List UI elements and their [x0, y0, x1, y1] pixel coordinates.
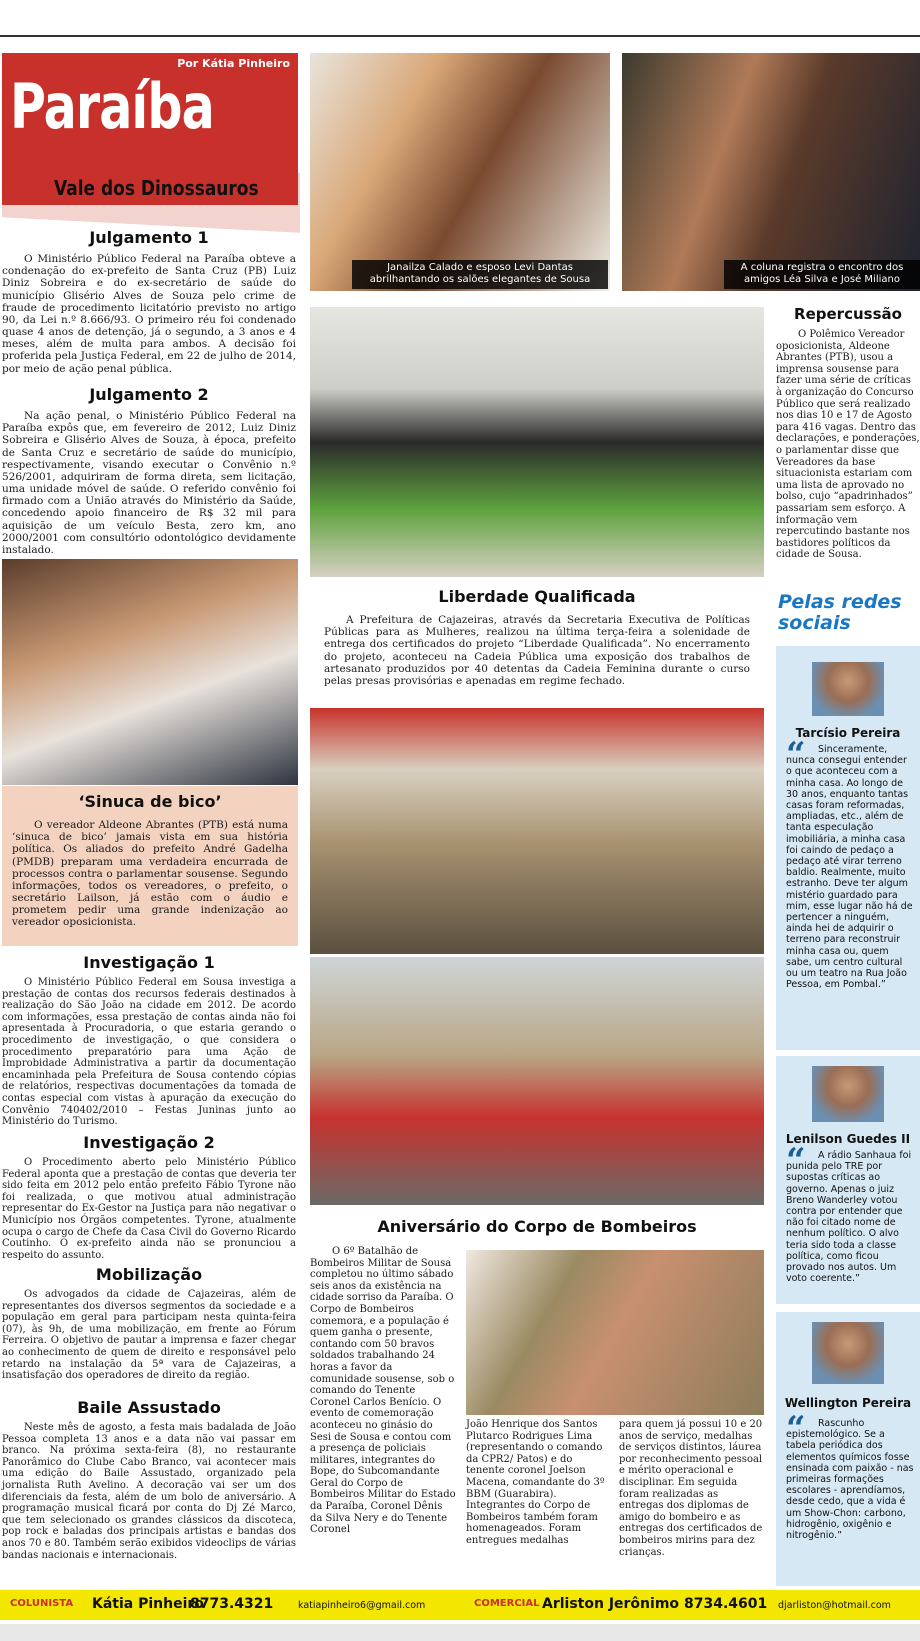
- article-title: ‘Sinuca de bico’: [78, 792, 222, 811]
- article-body: O Polêmico Vereador oposicionista, Aldeone Abrantes (PTB), usou a imprensa sousense para fazer uma série de críticas à organização do Concurso Público que será realizado nos dias 10 e 17 de Agosto para 416 vagas. Dentro das declarações, e ponderações, o parlamentar disse que Vereadores da base situacionista estariam com uma lista de aprovado no bolso, cujo “apadrinhados” passariam sem esforço. A informação vem repercutindo bastante nos bastidores políticos da cidade de Sousa.: [776, 329, 920, 561]
- article-sinuca: [2, 786, 298, 946]
- photo-janailza-levi: [310, 53, 610, 291]
- photo-bombeiros-criancas: [310, 957, 764, 1205]
- social-text: Sinceramente, nunca consegui entender o que aconteceu com a minha casa. Ao longo de 30 anos, enquanto tantas casas foram reformadas, ampliadas, etc., além de tanta especulação imobiliária, a minha casa foi caindo de pedaço a pedaço até virar terreno baldio. Realmente, muito estranho. Deve ter algum mistério guardado para mim, esse lugar não há de pertencer a ninguém, ainda hei de adquirir o terreno para reconstruir minha casa ou, quem sabe, um centro cultural ou um teatro na Rua João Pessoa, em Pombal.”: [786, 744, 913, 991]
- article-body: A Prefeitura de Cajazeiras, através da Secretaria Executiva de Políticas Públicas para as Mulheres, realizou na última terça-feira a solenidade de entrega dos certificados do projeto “Liberdade Qualificada”. No encerramento do projeto, aconteceu na Cadeia Pública uma exposição dos trabalhos de artesanato produzidos por 40 detentas da Cadeia Feminina durante o curso pelas presas provisórias e apenadas em regime fechado.: [324, 614, 750, 687]
- article-liberdade: [310, 587, 764, 687]
- social-post: [776, 1312, 920, 1586]
- photo-liberdade-qualificada: [310, 307, 764, 577]
- footer-colunista-phone: 8773.4321: [190, 1596, 274, 1612]
- social-text: A rádio Sanhaua foi punida pelo TRE por supostas críticas ao governo. Apenas o juiz Breno Wanderley votou contra por entender que não foi citado nome de nenhum político. O alvo teria sido toda a classe política, como ficou provado nos autos. Um voto coerente.”: [786, 1150, 912, 1285]
- footer-comercial-phone: 8734.4601: [684, 1596, 768, 1612]
- article-title: Repercussão: [794, 305, 902, 323]
- photo-medalha: [466, 1250, 764, 1415]
- masthead-title: Paraíba: [10, 70, 214, 143]
- article-title: Baile Assustado: [77, 1398, 221, 1417]
- article-bombeiros-col3: [619, 1419, 764, 1558]
- footer-colunista-email: katiapinheiro6@gmail.com: [298, 1600, 426, 1611]
- photo-caption: Janailza Calado e esposo Levi Dantas abrilhantando os salões elegantes de Sousa: [352, 260, 608, 289]
- photo-caption: A coluna registra o encontro dos amigos Léa Silva e José Miliano: [724, 260, 920, 289]
- article-bombeiros-col1: [310, 1246, 456, 1536]
- article-body: Neste mês de agosto, a festa mais badalada de João Pessoa completa 13 anos e a data não vai passar em branco. Na próxima sexta-feira (8), no restaurante Panorâmico do Clube Cabo Branco, vai acontecer mais uma edição do Baile Assustado, organizado pela jornalista Ruth Avelino. A decoração vai ser um dos diferenciais da festa, além de um bolo de aniversário. A programação musical ficará por conta do Dj Zé Marco, que tem selecionado os grandes clássicos da discoteca, pop rock e baladas dos principais artistas e bandas dos anos 70 e 80. Também serão exibidos videoclips de várias bandas nacionais e internacionais.: [2, 1422, 296, 1561]
- avatar: [812, 1066, 884, 1122]
- article-baile: [2, 1398, 296, 1561]
- social-author: Wellington Pereira: [784, 1396, 912, 1410]
- footer-comercial-name: Arliston Jerônimo: [542, 1596, 680, 1612]
- article-title: Julgamento 2: [89, 385, 209, 404]
- bottom-margin: [0, 1624, 920, 1641]
- article-body: para quem já possui 10 e 20 anos de serviço, medalhas de serviços distintos, láurea por reconhecimento pessoal e mérito operacional e disciplinar. Em seguida foram realizadas as entregas dos diplomas de amigo do bombeiro e as entregas dos certificados de bombeiros mirins para dez crianças.: [619, 1419, 763, 1558]
- article-mobilizacao: [2, 1265, 296, 1382]
- article-julgamento-2: [2, 385, 296, 556]
- article-body: O 6º Batalhão de Bombeiros Militar de Sousa completou no último sábado seis anos da existência na cidade sorriso da Paraíba. O Corpo de Bombeiros comemora, e a população é quem ganha o presente, contando com 50 bravos soldados trabalhando 24 horas a favor da comunidade sousense, sob o comando do Tenente Coronel Carlos Benício. O evento de comemoração aconteceu no ginásio do Sesi de Sousa e contou com a presença de policiais militares, integrantes do Bope, do Subcomandante Geral do Corpo de Bombeiros Militar do Estado da Paraíba, Coronel Dênis da Silva Nery e do Tenente Coronel: [310, 1246, 456, 1536]
- article-body: O Ministério Público Federal em Sousa investiga a prestação de contas dos recursos federais destinados à realização do São João na cidade em 2012. De acordo com informações, essa prestação de contas ainda não foi apresentada à Procuradoria, o que estaria gerando o procedimento de investigação, o que considera o procedimento preparatório para uma Ação de Improbidade Administrativa a partir da documentação encaminhada pela Prefeitura de Sousa contendo cópias de relatórios, respectivas documentações da tomada de contas especial com vistas à apuração da execução do Convênio 740402/2010 – Festas Juninas junto ao Ministério do Turismo.: [2, 977, 296, 1128]
- sidebar-heading: Pelas redes sociais: [778, 591, 902, 634]
- social-post: [776, 646, 920, 1050]
- social-text: Rascunho epistemológico. Se a tabela periódica dos elementos químicos fosse ensinada com paixão - nas primeiras formações escolares - aprendíamos, desde cedo, que a vida é um Show-Chon: carbono, hidrogênio, oxigênio e nitrogênio.”: [786, 1418, 914, 1542]
- article-title: Aniversário do Corpo de Bombeiros: [377, 1217, 697, 1236]
- article-bombeiros-title: [310, 1217, 764, 1236]
- article-title: Investigação 1: [83, 953, 215, 972]
- top-rule: [0, 35, 920, 37]
- avatar: [812, 662, 884, 716]
- article-investigacao-2: [2, 1133, 296, 1261]
- quote-icon: “: [786, 1141, 806, 1181]
- article-title: Investigação 2: [83, 1133, 215, 1152]
- article-title: Julgamento 1: [89, 228, 209, 247]
- quote-icon: “: [786, 1409, 806, 1449]
- masthead-author: Por Kátia Pinheiro: [177, 57, 290, 70]
- masthead-subtitle: Vale dos Dinossauros: [54, 176, 259, 200]
- article-body: João Henrique dos Santos Plutarco Rodrigues Lima (representando o comando da CPR2/ Patos) e do tenente coronel Joelson Macena, comandante do 3º BBM (Guarabira). Integrantes do Corpo de Bombeiros também foram homenageados. Foram entregues medalhas: [466, 1419, 605, 1546]
- quote-icon: “: [786, 735, 806, 775]
- footer-colunista-label: COLUNISTA: [10, 1598, 74, 1609]
- photo-bombeiros-grupo: [310, 708, 764, 954]
- article-body: Na ação penal, o Ministério Público Federal na Paraíba expôs que, em fevereiro de 2012, Luiz Diniz Sobreira e Glisério Alves de Souza, à época, prefeito de Santa Cruz e secretário de saúde do município, respectivamente, visando executar o Convênio n.º 526/2001, adquiriram de forma direta, sem licitação, uma unidade móvel de saúde. O referido convênio foi firmado com a União através do Ministério da Saúde, concedendo apoio financeiro de R$ 32 mil para aquisição de um veículo Besta, zero km, ano 2000/2001 com consultório odontológico devidamente instalado.: [2, 410, 296, 556]
- photo-vereador: [2, 559, 298, 785]
- avatar: [812, 1322, 884, 1384]
- social-author: Tarcísio Pereira: [795, 726, 901, 740]
- social-post: [776, 1056, 920, 1304]
- article-body: O vereador Aldeone Abrantes (PTB) está numa ‘sinuca de bico’ jamais vista em sua história política. Os aliados do prefeito André Gadelha (PMDB) preparam uma verdadeira encurrada de processos contra o parlamentar sousense. Segundo informações, todos os vereadores, o prefeito, o secretário Lailson, já estão com o áudio e prometem pedir uma grande indenização ao vereador oposicionista.: [12, 819, 288, 929]
- article-body: Os advogados da cidade de Cajazeiras, além de representantes dos diversos segmentos da sociedade e a população em geral para participam nesta quinta-feira (07), às 9h, de uma mobilização, em frente ao Fórum Ferreira. O objetivo de pautar a imprensa e fazer chegar ao conhecimento de quem de direito e responsável pelo retardo na instalação da 5ª vara de Cajazeiras, a insatisfação dos operadores de direito da região.: [2, 1289, 296, 1382]
- article-body: O Procedimento aberto pelo Ministério Público Federal aponta que a prestação de contas que deveria ter sido feita em 2012 pelo então prefeito Fábio Tyrone não foi realizada, o que motivou atual administração representar do Ex-Gestor na Justiça para não negativar o Município nos Órgãos competentes. Tyrone, atualmente ocupa o cargo de Chefe da Casa Civil do Governo Ricardo Coutinho. O ex-prefeito ainda não se pronunciou a respeito do assunto.: [2, 1157, 296, 1261]
- footer-comercial-label: COMERCIAL: [474, 1598, 540, 1609]
- footer-colunista-name: Kátia Pinheiro: [92, 1596, 204, 1612]
- footer-bar: [0, 1590, 920, 1620]
- article-title: Liberdade Qualificada: [438, 587, 636, 606]
- article-body: O Ministério Público Federal na Paraíba obteve a condenação do ex-prefeito de Santa Cruz (PB) Luiz Diniz Sobreira e do ex-secretário de saúde do município Glisério Alves de Souza pelo crime de fraude de procedimento licitatório previsto no artigo 90, da Lei n.º 8.666/93. O primeiro réu foi condenado quase 4 anos de detenção, já o segundo, a 3 anos e 4 meses, além de multa para ambos. A decisão foi proferida pela Justiça Federal, em 22 de julho de 2014, por meio de ação penal pública.: [2, 253, 296, 375]
- article-bombeiros-col2: [466, 1419, 611, 1547]
- article-title: Mobilização: [95, 1265, 203, 1284]
- photo-lea-jose: [622, 53, 920, 291]
- footer-comercial-email: djarliston@hotmail.com: [778, 1600, 891, 1611]
- article-investigacao-1: [2, 953, 296, 1128]
- social-author: Lenilson Guedes II: [785, 1132, 911, 1146]
- article-julgamento-1: [2, 228, 296, 375]
- article-repercussao: [776, 305, 920, 561]
